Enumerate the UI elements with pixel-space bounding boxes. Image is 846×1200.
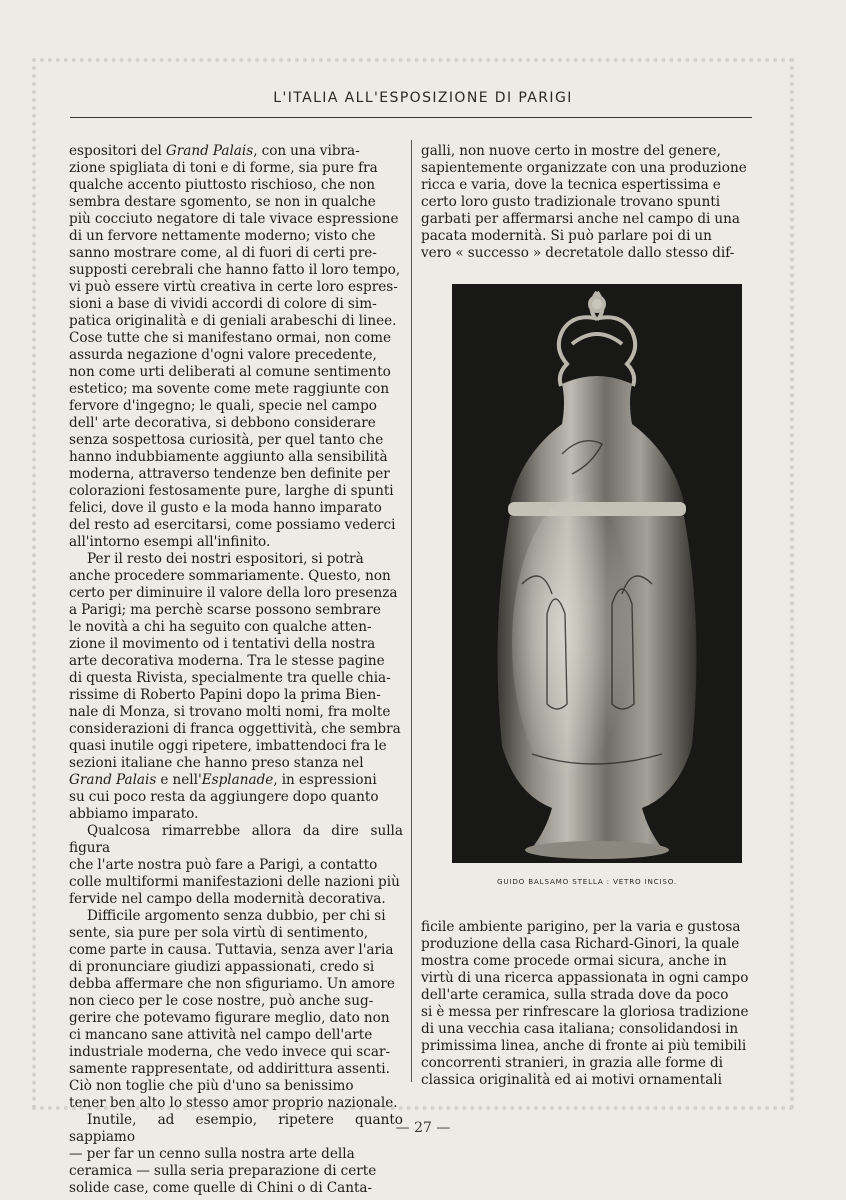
italic-title: Esplanade	[201, 772, 274, 788]
text-run: Difficile argomento senza dubbio, per chi si sente, sia pure per sola virtù di sentimento, come parte in causa. Tuttavia, senza aver l'aria di pronunciare giudizi appassionati, credo si debba affermare che non sfiguriamo. Un amore non cieco per le cose nostre, può anche sug- gerire che potevamo figurare meglio, dato non ci mancano sane attività nel campo dell'arte industriale moderna, che vedo invece qui scar- samente rappresentate, od addirittura assenti. Ciò non toglie che più d'uno sa benissimo tener ben alto lo stesso amor proprio nazionale.	[69, 908, 398, 1111]
paragraph	[69, 823, 403, 908]
vase-photograph	[452, 284, 742, 863]
text-run: , in espressioni su cui poco resta da aggiungere dopo quanto abbiamo imparato.	[69, 772, 379, 822]
paragraph	[69, 908, 403, 1112]
page-number: — 27 —	[395, 1120, 451, 1136]
right-column-bottom	[421, 919, 753, 1089]
text-run: Inutile, ad esempio, ripetere quanto sappiamo — per far un cenno sulla nostra arte della ceramica — sulla seria preparazione di certe solide case, come quelle di Chini o di Canta-	[69, 1112, 403, 1196]
paragraph: ficile ambiente parigino, per la varia e gustosa produzione della casa Richard-Ginori, la quale mostra come procede ormai sicura, anche in virtù di una ricerca appassionata in ogni campo dell'arte ceramica, sulla strada dove da poco si è messa per rinfrescare la gloriosa tradizione di una vecchia casa italiana; consolidandosi in primissima linea, anche di fronte ai più temibili concorrenti stranieri, in grazia alle forme di classica originalità ed ai motivi ornamentali	[421, 919, 749, 1088]
italic-title: Grand Palais	[165, 143, 254, 159]
paragraph: galli, non nuove certo in mostre del genere, sapientemente organizzate con una produzione ricca e varia, dove la tecnica espertissima e certo loro gusto tradizionale trovano spunti garbati per affermarsi anche nel campo di una pacata modernità. Si può parlare poi di un vero « successo » decretatole dallo stesso dif-	[421, 143, 747, 261]
column-divider	[411, 140, 412, 1082]
text-run: Qualcosa rimarrebbe allora da dire sulla figura che l'arte nostra può fare a Parigi, a contatto colle multiformi manifestazioni delle nazioni più fervide nel campo della modernità decorativa.	[69, 823, 403, 907]
right-column-top	[421, 143, 753, 262]
figure-caption: GUIDO BALSAMO STELLA : VETRO INCISO.	[496, 877, 678, 886]
paragraph	[69, 551, 403, 823]
left-column	[69, 143, 403, 1197]
text-run: Per il resto dei nostri espositori, si potrà anche procedere sommariamente. Questo, non certo per diminuire il valore della loro presenza a Parigi; ma perchè scarse possono sembrare le novità a chi ha seguito con qualche atten- zione il movimento od i tentativi della nostra arte decorativa moderna. Tra le stesse pagine di questa Rivista, specialmente tra quelle chia- rissime di Roberto Papini dopo la prima Bien- nale di Monza, si trovano molti nomi, fra molte considerazioni di franca oggettività, che sembra quasi inutile oggi ripetere, imbattendoci fra le sezioni italiane che hanno preso stanza nel	[69, 551, 401, 771]
paragraph	[69, 143, 403, 551]
running-title: L'ITALIA ALL'ESPOSIZIONE DI PARIGI	[273, 90, 573, 106]
text-run: espositori del	[69, 143, 166, 159]
text-run: e nell'	[156, 772, 202, 788]
header-rule	[70, 117, 752, 118]
engraved-glass-vase-image	[452, 284, 742, 863]
italic-title: Grand Palais	[69, 772, 157, 788]
text-run: , con una vibra- zione spigliata di toni e di forme, sia pure fra qualche accento piuttosto rischioso, che non sembra destare sgomento, se non in qualche più cocciuto negatore di tale vivace espressione di un fervore nettamente moderno; visto che sanno mostrare come, al di fuori di certi pre- supposti cerebrali che hanno fatto il loro tempo, vi può essere virtù creativa in certe loro espres- sioni a base di vividi accordi di colore di sim- patica originalità e di geniali arabeschi di linee. Cose tutte che si manifestano ormai, non come assurda negazione d'ogni valore precedente, non come urti deliberati al comune sentimento estetico; ma sovente come mete raggiunte con fervore d'ingegno; le quali, specie nel campo dell' arte decorativa, si debbono considerare senza sospettosa curiosità, per quel tanto che hanno indubbiamente aggiunto alla sensibilità moderna, attraverso tendenze ben definite per colorazioni festosamente pure, larghe di spunti felici, dove il gusto e la moda hanno imparato del resto ad esercitarsi, come possiamo vederci all'intorno esempi all'infinito.	[69, 143, 401, 550]
